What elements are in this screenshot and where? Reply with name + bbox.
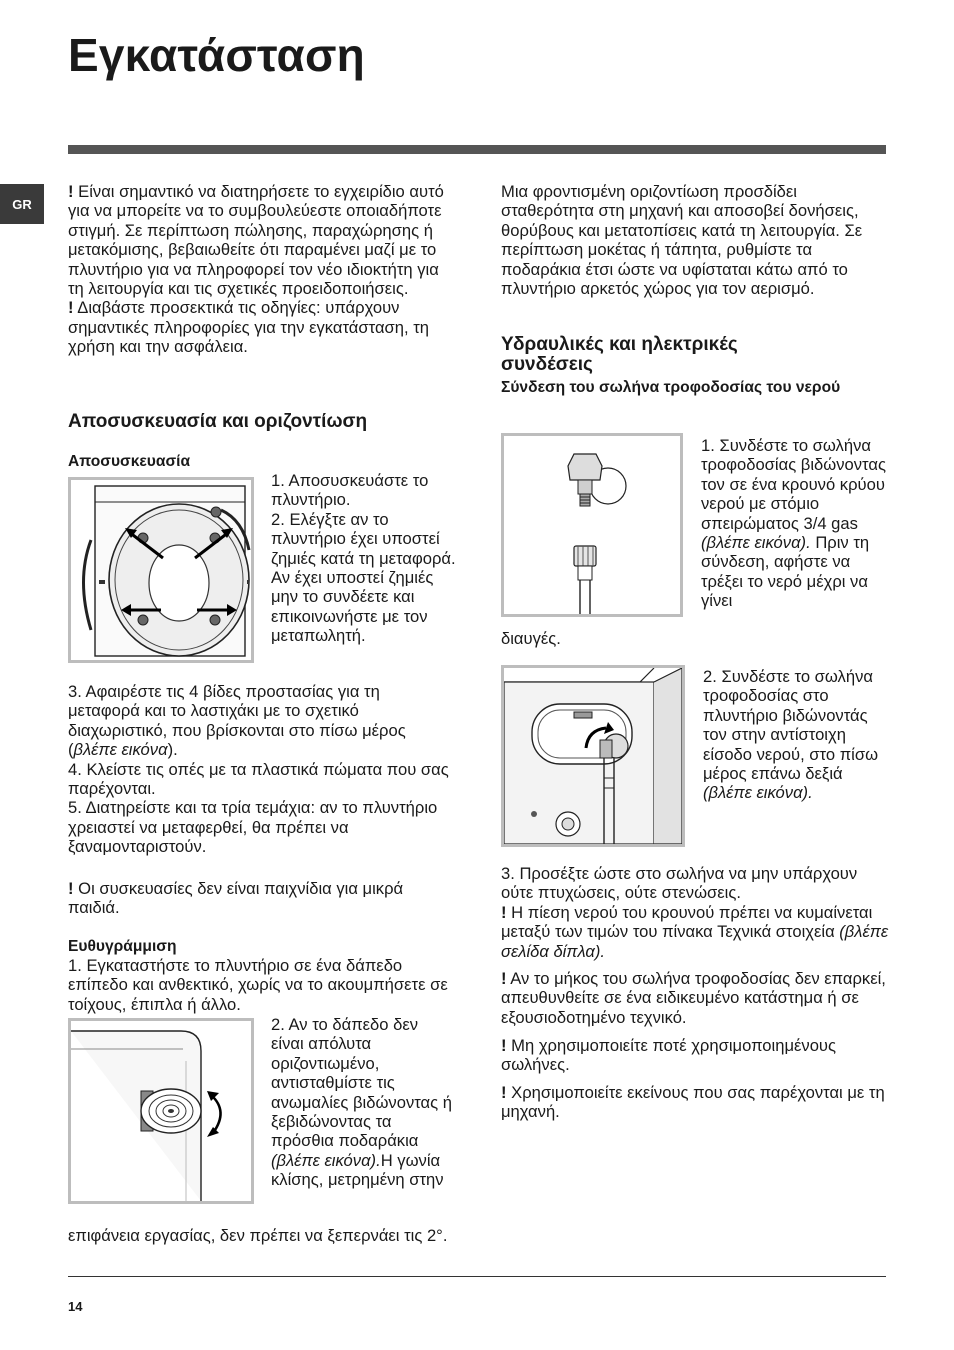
warning-icon: ! [501,1036,507,1055]
unpacking-step-3-end: ). [167,740,178,760]
water-supply-step-1-note: Πριν τη σύνδεση, αφήστε να τρέξει το νερό μέχρι να γίνει [701,533,870,611]
section-heading-connections-line-1: Υδραυλικές και ηλεκτρικές [501,334,738,355]
used-hoses-warning [501,1036,889,1075]
length-warning-text: Αν το μήκος του σωλήνα τροφοδοσίας δεν επαρκεί, απευθυνθείτε σε ένα ειδικευμένο κατάστημα ή σε εξουσιοδοτημένο τεχνικό. [501,969,886,1027]
intro-warning-1 [68,182,450,298]
cold-water-tap-connection-illustration [504,436,680,614]
intro-warning-2 [68,298,450,356]
unpacking-step-3 [68,682,450,760]
subheading-water-supply: Σύνδεση του σωλήνα τροφοδοσίας του νερού [501,379,841,396]
unpacking-steps-1-2 [271,471,457,646]
warning-icon: ! [501,1083,507,1102]
levelling-step-2-ref: (βλέπε εικόνα). [271,1150,381,1170]
water-supply-step-1-text: 1. Συνδέστε το σωλήνα τροφοδοσίας βιδώνοντας τον σε ένα κρουνό κρύου νερού με στόμιο σπειρώματος 3/4 gas [701,436,886,533]
figure-unpacking [68,477,254,663]
figure-tap [501,433,683,617]
page-title: Εγκατάσταση [68,29,365,81]
unpacking-steps-3-5 [68,682,450,857]
warning-icon: ! [501,969,507,988]
warning-icon: ! [68,879,74,898]
unpacking-step-2: 2. Ελέγξτε αν το πλυντήριο έχει υποστεί ζημιές κατά τη μεταφορά. Αν έχει υποστεί ζημιές μην το συνδέετε και επικοινωνήστε με τον μεταπωλητή. [271,509,456,646]
machine-back-transport-bolts-illustration [71,480,251,660]
subheading-unpacking: Αποσυσκευασία [68,453,191,470]
unpacking-step-3-ref: βλέπε εικόνα [73,740,168,760]
used-hoses-warning-text: Μη χρησιμοποιείτε ποτέ χρησιμοποιημένους σωλήνες. [501,1036,836,1075]
packaging-warning [68,879,450,918]
adjustable-front-foot-illustration [71,1021,251,1201]
unpacking-step-4: 4. Κλείστε τις οπές με τα πλαστικά πώματα που σας παρέχονται. [68,759,449,799]
title-rule [68,145,886,154]
pressure-warning-ref: (βλέπε σελίδα δίπλα). [501,922,889,961]
unpacking-step-3-text: 3. Αφαιρέστε τις 4 βίδες προστασίας για τη μεταφορά και το λαστιχάκι με το σχετικό διαχωριστικό, που βρίσκονται στο πίσω μέρος ( [68,682,406,760]
subheading-levelling: Ευθυγράμμιση [68,938,177,955]
packaging-warning-text: Οι συσκευασίες δεν είναι παιχνίδια για μικρά παιδιά. [68,879,404,918]
pressure-warning-text: Η πίεση νερού του κρουνού πρέπει να κυμαίνεται μεταξύ των τιμών του πίνακα Τεχνικά στοιχεία [501,902,873,942]
section-heading-connections [501,335,886,375]
levelling-step-1: 1. Εγκαταστήστε το πλυντήριο σε ένα δάπεδο επίπεδο και ανθεκτικό, χωρίς να το ακουμπήσετε σε τοίχους, έπιπλα ή άλλο. [68,956,448,1014]
levelling-step-2-angle: Η γωνία κλίσης, μετρημένη στην [271,1150,444,1190]
footer-rule [68,1276,886,1277]
unpacking-step-5: 5. Διατηρείστε και τα τρία τεμάχια: αν το πλυντήριο χρειαστεί να μεταφερθεί, θα πρέπει να ξαναμονταριστούν. [68,798,438,857]
page-number: 14 [68,1299,83,1314]
water-supply-notes [501,864,889,961]
water-supply-step-1-ref: (βλέπε εικόνα). [701,533,811,553]
supplied-hoses-warning [501,1083,889,1122]
levelling-step-2-text: 2. Αν το δάπεδο δεν είναι απόλυτα οριζοντιωμένο, αντισταθμίστε τις ανωμαλίες βιδώνοντας ή ξεβιδώνοντας τα πρόσθια ποδαράκια [271,1015,452,1151]
section-heading-connections-line-2: συνδέσεις [501,354,593,375]
intro-warnings [68,182,450,357]
water-supply-step-2-ref: (βλέπε εικόνα). [703,783,813,803]
figure-levelling [68,1018,254,1204]
figure-inlet [501,665,685,847]
supplied-hoses-warning-text: Χρησιμοποιείτε εκείνους που σας παρέχονται με τη μηχανή. [501,1083,885,1122]
section-heading-unpacking-levelling: Αποσυσκευασία και οριζοντίωση [68,411,368,432]
intro-warning-2-text: Διαβάστε προσεκτικά τις οδηγίες: υπάρχουν σημαντικές πληροφορίες για την εγκατάσταση, τη χρήση και την ασφάλεια. [68,298,430,357]
water-supply-step-1 [701,436,891,611]
levelling-step-2 [271,1015,455,1190]
unpacking-step-1: 1. Αποσυσκευάστε το πλυντήριο. [271,471,429,510]
warning-icon: ! [68,298,74,318]
language-tab: GR [0,184,44,224]
warning-icon: ! [68,182,74,201]
intro-warning-1-text: Είναι σημαντικό να διατηρήσετε το εγχειρίδιο αυτό για να μπορείτε να το συμβουλεύεστε οποιαδήποτε στιγμή. Σε περίπτωση πώλησης, παραχώρησης ή μετακόμισης, βεβαιωθείτε ότι παραμένει μαζί με το πλυντήριο για να πληροφορεί τον νέο ιδιοκτήτη για τη λειτουργία και τις σχετικές προειδοποιήσεις. [68,182,444,299]
warning-icon: ! [501,902,507,922]
rear-water-inlet-connection-illustration [504,668,682,844]
water-supply-step-1-continued: διαυγές. [501,629,561,648]
water-supply-step-3: 3. Προσέξτε ώστε στο σωλήνα να μην υπάρχουν ούτε πτυχώσεις, ούτε στενώσεις. [501,864,858,903]
water-supply-step-2-text: 2. Συνδέστε το σωλήνα τροφοδοσίας στο πλυντήριο βιδώνοντάς τον στην αντίστοιχη είσοδο νερού, στο πίσω μέρος επάνω δεξιά [703,667,879,784]
length-warning [501,969,889,1027]
pressure-warning [501,903,889,961]
water-supply-step-2 [703,667,891,803]
levelling-note: Μια φροντισμένη οριζοντίωση προσδίδει σταθερότητα στη μηχανή και αποσοβεί δονήσεις, θορύβους και μετατοπίσεις κατά τη λειτουργία. Σε περίπτωση μοκέτας ή τάπητα, ρυθμίστε τα ποδαράκια έτσι ώστε να υφίσταται κάτω από το πλυντήριο αρκετός χώρος για τον αερισμό. [501,182,863,299]
levelling-step-2-continued: επιφάνεια εργασίας, δεν πρέπει να ξεπερνάει τις 2°. [68,1226,448,1245]
